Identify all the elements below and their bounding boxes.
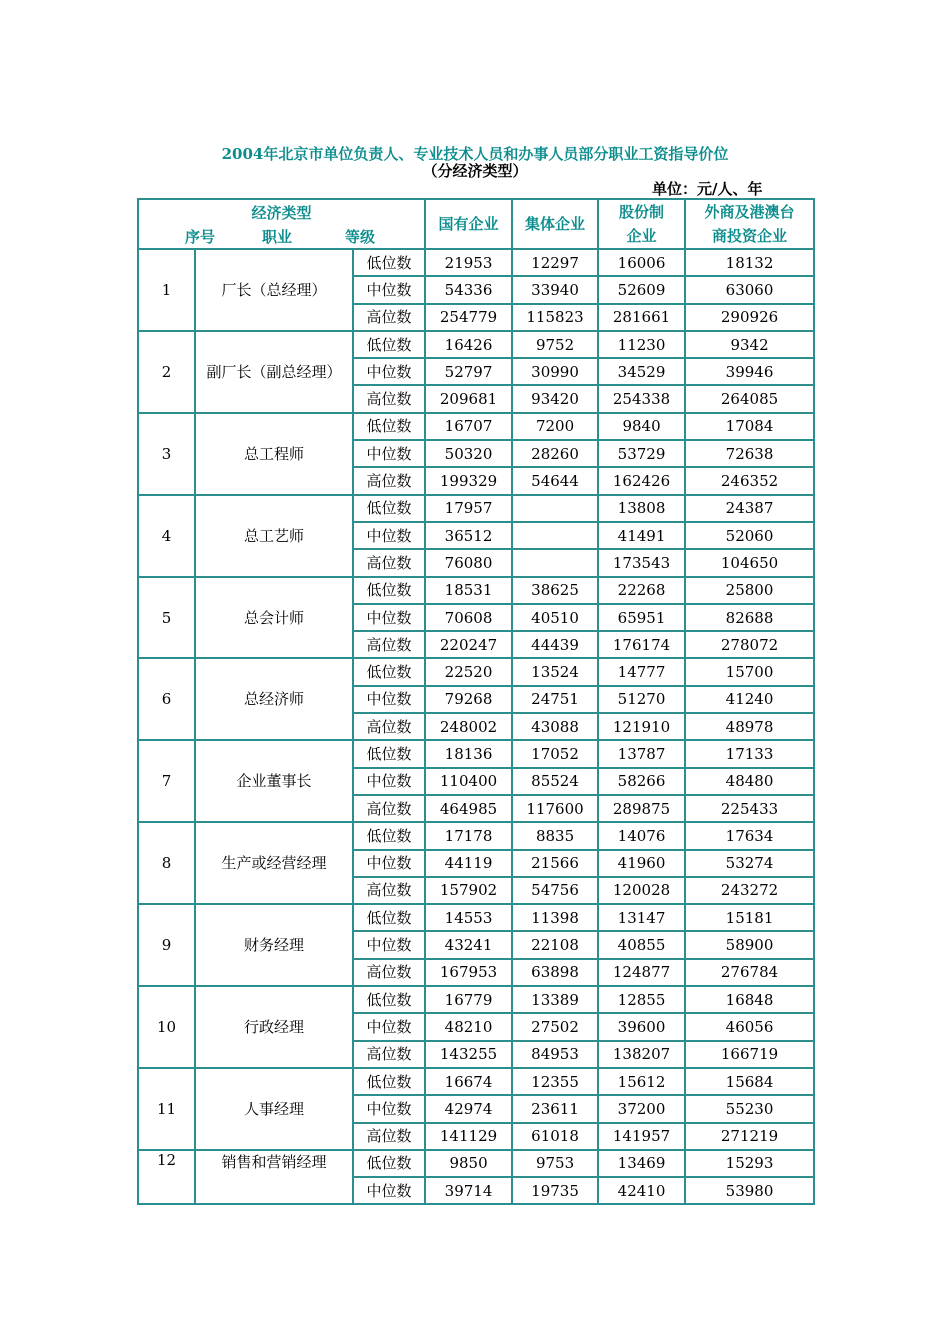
row-occupation: 总工艺师 xyxy=(195,495,353,577)
cell-collective xyxy=(512,549,598,576)
header-occupation: 职业 xyxy=(262,228,293,246)
cell-state-owned: 220247 xyxy=(425,631,512,658)
cell-state-owned: 16674 xyxy=(425,1068,512,1095)
row-seq: 6 xyxy=(138,658,195,740)
cell-collective: 21566 xyxy=(512,850,598,877)
cell-state-owned: 167953 xyxy=(425,959,512,986)
cell-shareholding: 138207 xyxy=(598,1041,685,1068)
header-level: 等级 xyxy=(345,228,376,246)
cell-shareholding: 58266 xyxy=(598,768,685,795)
wage-table xyxy=(137,198,815,1205)
cell-collective: 17052 xyxy=(512,740,598,767)
cell-foreign: 104650 xyxy=(685,549,814,576)
cell-state-owned: 22520 xyxy=(425,658,512,685)
cell-collective: 12297 xyxy=(512,249,598,276)
cell-shareholding: 173543 xyxy=(598,549,685,576)
cell-foreign: 9342 xyxy=(685,331,814,358)
cell-state-owned: 50320 xyxy=(425,440,512,467)
cell-foreign: 48978 xyxy=(685,713,814,740)
row-level: 高位数 xyxy=(353,959,425,986)
cell-foreign: 53980 xyxy=(685,1177,814,1204)
row-level: 中位数 xyxy=(353,686,425,713)
table-row xyxy=(138,1068,814,1095)
cell-shareholding: 12855 xyxy=(598,986,685,1013)
table-header-row xyxy=(138,199,814,249)
table-row xyxy=(138,413,814,440)
row-level: 中位数 xyxy=(353,276,425,303)
cell-foreign: 46056 xyxy=(685,1013,814,1040)
cell-state-owned: 464985 xyxy=(425,795,512,822)
cell-collective: 22108 xyxy=(512,931,598,958)
cell-collective: 27502 xyxy=(512,1013,598,1040)
cell-foreign: 58900 xyxy=(685,931,814,958)
cell-collective: 85524 xyxy=(512,768,598,795)
cell-collective: 13389 xyxy=(512,986,598,1013)
cell-shareholding: 16006 xyxy=(598,249,685,276)
table-row xyxy=(138,249,814,276)
cell-collective: 9753 xyxy=(512,1150,598,1177)
cell-foreign: 271219 xyxy=(685,1123,814,1150)
cell-foreign: 290926 xyxy=(685,304,814,331)
cell-collective: 43088 xyxy=(512,713,598,740)
cell-collective: 13524 xyxy=(512,658,598,685)
row-occupation: 总会计师 xyxy=(195,577,353,659)
row-level: 中位数 xyxy=(353,522,425,549)
cell-collective: 9752 xyxy=(512,331,598,358)
row-level: 高位数 xyxy=(353,713,425,740)
cell-foreign: 55230 xyxy=(685,1095,814,1122)
cell-state-owned: 199329 xyxy=(425,467,512,494)
cell-collective: 84953 xyxy=(512,1041,598,1068)
row-seq: 5 xyxy=(138,577,195,659)
table-row xyxy=(138,740,814,767)
cell-collective xyxy=(512,522,598,549)
row-occupation: 总经济师 xyxy=(195,658,353,740)
row-level: 高位数 xyxy=(353,304,425,331)
row-level: 高位数 xyxy=(353,1123,425,1150)
cell-shareholding: 42410 xyxy=(598,1177,685,1204)
cell-state-owned: 36512 xyxy=(425,522,512,549)
cell-shareholding: 254338 xyxy=(598,385,685,412)
cell-foreign: 15181 xyxy=(685,904,814,931)
cell-shareholding: 120028 xyxy=(598,877,685,904)
row-occupation: 人事经理 xyxy=(195,1068,353,1150)
cell-state-owned: 16426 xyxy=(425,331,512,358)
header-state-owned: 国有企业 xyxy=(425,199,512,249)
cell-shareholding: 124877 xyxy=(598,959,685,986)
cell-foreign: 39946 xyxy=(685,358,814,385)
table-row xyxy=(138,658,814,685)
row-level: 高位数 xyxy=(353,1041,425,1068)
row-level: 低位数 xyxy=(353,1150,425,1177)
cell-state-owned: 44119 xyxy=(425,850,512,877)
cell-state-owned: 248002 xyxy=(425,713,512,740)
unit-label: 单位：元/人、年 xyxy=(652,180,763,198)
cell-state-owned: 157902 xyxy=(425,877,512,904)
cell-state-owned: 54336 xyxy=(425,276,512,303)
cell-shareholding: 14076 xyxy=(598,822,685,849)
cell-shareholding: 37200 xyxy=(598,1095,685,1122)
cell-collective: 115823 xyxy=(512,304,598,331)
cell-state-owned: 141129 xyxy=(425,1123,512,1150)
table-row xyxy=(138,495,814,522)
row-level: 低位数 xyxy=(353,413,425,440)
cell-foreign: 63060 xyxy=(685,276,814,303)
row-occupation: 财务经理 xyxy=(195,904,353,986)
row-level: 低位数 xyxy=(353,740,425,767)
cell-shareholding: 13808 xyxy=(598,495,685,522)
row-occupation: 厂长（总经理） xyxy=(195,249,353,331)
row-level: 中位数 xyxy=(353,1095,425,1122)
row-level: 高位数 xyxy=(353,631,425,658)
table-row xyxy=(138,822,814,849)
row-level: 低位数 xyxy=(353,658,425,685)
page-subtitle: （分经济类型） xyxy=(422,162,528,180)
cell-foreign: 225433 xyxy=(685,795,814,822)
row-occupation: 销售和营销经理 xyxy=(195,1150,353,1205)
cell-foreign: 48480 xyxy=(685,768,814,795)
row-seq: 1 xyxy=(138,249,195,331)
cell-shareholding: 39600 xyxy=(598,1013,685,1040)
cell-state-owned: 76080 xyxy=(425,549,512,576)
cell-state-owned: 52797 xyxy=(425,358,512,385)
cell-shareholding: 289875 xyxy=(598,795,685,822)
cell-shareholding: 14777 xyxy=(598,658,685,685)
cell-collective: 93420 xyxy=(512,385,598,412)
row-level: 低位数 xyxy=(353,904,425,931)
cell-shareholding: 13147 xyxy=(598,904,685,931)
cell-foreign: 18132 xyxy=(685,249,814,276)
cell-shareholding: 15612 xyxy=(598,1068,685,1095)
row-seq: 10 xyxy=(138,986,195,1068)
cell-foreign: 17133 xyxy=(685,740,814,767)
cell-collective xyxy=(512,495,598,522)
cell-state-owned: 16779 xyxy=(425,986,512,1013)
row-level: 中位数 xyxy=(353,768,425,795)
cell-shareholding: 41960 xyxy=(598,850,685,877)
row-level: 低位数 xyxy=(353,249,425,276)
row-level: 中位数 xyxy=(353,358,425,385)
cell-state-owned: 39714 xyxy=(425,1177,512,1204)
row-occupation: 行政经理 xyxy=(195,986,353,1068)
cell-foreign: 15293 xyxy=(685,1150,814,1177)
row-level: 低位数 xyxy=(353,1068,425,1095)
row-level: 低位数 xyxy=(353,331,425,358)
cell-shareholding: 176174 xyxy=(598,631,685,658)
cell-state-owned: 209681 xyxy=(425,385,512,412)
cell-shareholding: 52609 xyxy=(598,276,685,303)
cell-collective: 63898 xyxy=(512,959,598,986)
row-seq: 2 xyxy=(138,331,195,413)
row-level: 高位数 xyxy=(353,467,425,494)
cell-shareholding: 281661 xyxy=(598,304,685,331)
header-shareholding xyxy=(598,199,685,249)
cell-state-owned: 14553 xyxy=(425,904,512,931)
row-occupation: 企业董事长 xyxy=(195,740,353,822)
cell-shareholding: 11230 xyxy=(598,331,685,358)
cell-foreign: 264085 xyxy=(685,385,814,412)
cell-foreign: 243272 xyxy=(685,877,814,904)
cell-state-owned: 254779 xyxy=(425,304,512,331)
row-seq: 11 xyxy=(138,1068,195,1150)
row-level: 高位数 xyxy=(353,385,425,412)
header-corner-cell xyxy=(138,199,425,249)
header-foreign xyxy=(685,199,814,249)
row-occupation: 副厂长（副总经理） xyxy=(195,331,353,413)
table-row xyxy=(138,331,814,358)
cell-foreign: 246352 xyxy=(685,467,814,494)
row-level: 高位数 xyxy=(353,549,425,576)
header-collective: 集体企业 xyxy=(512,199,598,249)
table-row xyxy=(138,986,814,1013)
cell-shareholding: 162426 xyxy=(598,467,685,494)
cell-shareholding: 22268 xyxy=(598,577,685,604)
cell-state-owned: 17178 xyxy=(425,822,512,849)
cell-state-owned: 110400 xyxy=(425,768,512,795)
cell-foreign: 15684 xyxy=(685,1068,814,1095)
cell-collective: 61018 xyxy=(512,1123,598,1150)
cell-state-owned: 42974 xyxy=(425,1095,512,1122)
row-level: 低位数 xyxy=(353,822,425,849)
row-seq: 3 xyxy=(138,413,195,495)
cell-state-owned: 79268 xyxy=(425,686,512,713)
cell-shareholding: 53729 xyxy=(598,440,685,467)
cell-collective: 54644 xyxy=(512,467,598,494)
cell-state-owned: 143255 xyxy=(425,1041,512,1068)
table-row xyxy=(138,1150,814,1177)
cell-state-owned: 9850 xyxy=(425,1150,512,1177)
cell-foreign: 276784 xyxy=(685,959,814,986)
cell-foreign: 15700 xyxy=(685,658,814,685)
cell-foreign: 82688 xyxy=(685,604,814,631)
cell-foreign: 24387 xyxy=(685,495,814,522)
cell-state-owned: 70608 xyxy=(425,604,512,631)
row-seq: 7 xyxy=(138,740,195,822)
cell-collective: 44439 xyxy=(512,631,598,658)
cell-foreign: 41240 xyxy=(685,686,814,713)
cell-collective: 40510 xyxy=(512,604,598,631)
cell-collective: 30990 xyxy=(512,358,598,385)
cell-shareholding: 34529 xyxy=(598,358,685,385)
row-occupation: 生产或经营经理 xyxy=(195,822,353,904)
cell-shareholding: 141957 xyxy=(598,1123,685,1150)
row-seq: 9 xyxy=(138,904,195,986)
row-level: 中位数 xyxy=(353,604,425,631)
row-level: 中位数 xyxy=(353,850,425,877)
cell-shareholding: 41491 xyxy=(598,522,685,549)
cell-shareholding: 51270 xyxy=(598,686,685,713)
cell-state-owned: 18136 xyxy=(425,740,512,767)
table-row xyxy=(138,577,814,604)
header-foreign-line2: 商投资企业 xyxy=(712,227,788,245)
cell-foreign: 17084 xyxy=(685,413,814,440)
row-level: 高位数 xyxy=(353,877,425,904)
cell-state-owned: 16707 xyxy=(425,413,512,440)
header-economic-type: 经济类型 xyxy=(251,204,312,222)
cell-state-owned: 17957 xyxy=(425,495,512,522)
row-seq: 4 xyxy=(138,495,195,577)
cell-foreign: 17634 xyxy=(685,822,814,849)
cell-collective: 33940 xyxy=(512,276,598,303)
cell-collective: 24751 xyxy=(512,686,598,713)
cell-collective: 23611 xyxy=(512,1095,598,1122)
row-level: 高位数 xyxy=(353,795,425,822)
row-level: 中位数 xyxy=(353,1013,425,1040)
cell-collective: 7200 xyxy=(512,413,598,440)
cell-state-owned: 21953 xyxy=(425,249,512,276)
row-level: 中位数 xyxy=(353,1177,425,1204)
cell-collective: 117600 xyxy=(512,795,598,822)
cell-foreign: 278072 xyxy=(685,631,814,658)
cell-state-owned: 48210 xyxy=(425,1013,512,1040)
cell-foreign: 52060 xyxy=(685,522,814,549)
cell-shareholding: 13469 xyxy=(598,1150,685,1177)
cell-collective: 38625 xyxy=(512,577,598,604)
cell-collective: 12355 xyxy=(512,1068,598,1095)
table-row xyxy=(138,904,814,931)
cell-state-owned: 43241 xyxy=(425,931,512,958)
cell-foreign: 16848 xyxy=(685,986,814,1013)
cell-foreign: 72638 xyxy=(685,440,814,467)
header-seq: 序号 xyxy=(185,228,216,246)
cell-shareholding: 9840 xyxy=(598,413,685,440)
row-level: 低位数 xyxy=(353,495,425,522)
header-foreign-line1: 外商及港澳台 xyxy=(704,203,795,221)
row-level: 中位数 xyxy=(353,931,425,958)
cell-collective: 8835 xyxy=(512,822,598,849)
cell-collective: 54756 xyxy=(512,877,598,904)
row-seq: 8 xyxy=(138,822,195,904)
cell-shareholding: 13787 xyxy=(598,740,685,767)
header-shareholding-line2: 企业 xyxy=(626,227,657,245)
page-title: 2004年北京市单位负责人、专业技术人员和办事人员部分职业工资指导价位 xyxy=(221,145,729,163)
cell-foreign: 166719 xyxy=(685,1041,814,1068)
cell-shareholding: 40855 xyxy=(598,931,685,958)
row-occupation: 总工程师 xyxy=(195,413,353,495)
cell-collective: 28260 xyxy=(512,440,598,467)
row-level: 低位数 xyxy=(353,986,425,1013)
cell-collective: 19735 xyxy=(512,1177,598,1204)
row-level: 低位数 xyxy=(353,577,425,604)
cell-shareholding: 65951 xyxy=(598,604,685,631)
cell-state-owned: 18531 xyxy=(425,577,512,604)
cell-shareholding: 121910 xyxy=(598,713,685,740)
cell-collective: 11398 xyxy=(512,904,598,931)
header-shareholding-line1: 股份制 xyxy=(619,203,665,221)
cell-foreign: 53274 xyxy=(685,850,814,877)
row-level: 中位数 xyxy=(353,440,425,467)
row-seq: 12 xyxy=(138,1150,195,1205)
cell-foreign: 25800 xyxy=(685,577,814,604)
